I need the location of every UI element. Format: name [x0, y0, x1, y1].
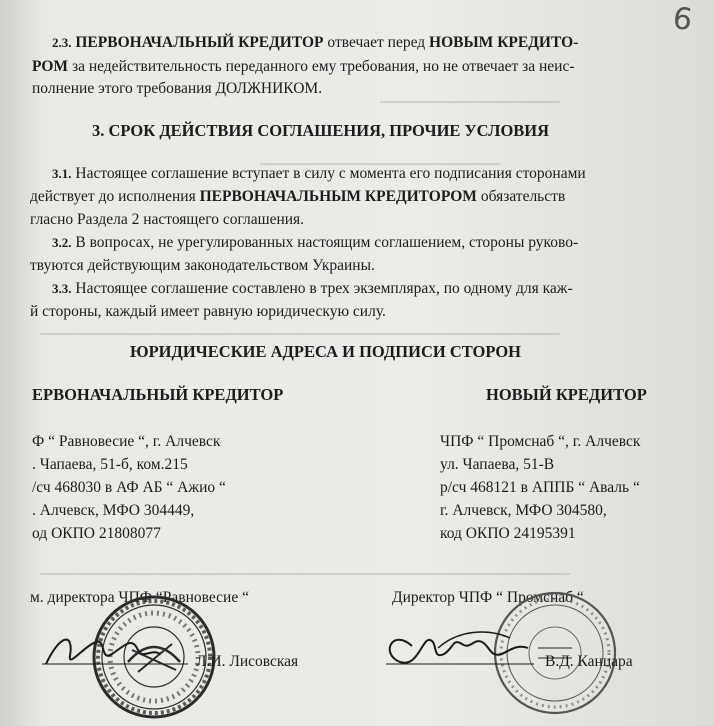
clause-number: 3.2. — [52, 235, 72, 250]
clause-text: за недействительность переданного ему требования, но не отвечает за неис- — [68, 58, 575, 75]
clause-3-1-line-2 — [30, 187, 565, 206]
original-creditor-name: Л.И. Лисовская — [196, 653, 299, 670]
clause-3-1-line-3: гласно Раздела 2 настоящего соглашения. — [30, 211, 305, 228]
original-creditor-heading: ЕРВОНАЧАЛЬНЫЙ КРЕДИТОР — [32, 385, 284, 404]
clause-text: Настоящее соглашение составлено в трех экземплярах, по одному для каж- — [71, 280, 573, 297]
bleed-through-text: ▁▁▁▁▁▁▁▁▁▁▁▁▁▁▁▁▁▁▁▁▁▁▁▁▁▁▁▁▁▁▁▁▁▁▁▁▁▁▁▁▁▁▁▁▁▁▁▁▁▁▁▁ — [40, 320, 560, 335]
clause-2-3-line-2 — [32, 57, 575, 76]
clause-3-1-line-1 — [52, 164, 586, 183]
party-name: НОВЫМ КРЕДИТО- — [429, 34, 579, 51]
address-line: код ОКПО 24195391 — [440, 525, 576, 542]
party-name: ПЕРВОНАЧАЛЬНЫМ КРЕДИТОРОМ — [199, 188, 477, 205]
bleed-through-text: ▁▁▁▁▁▁▁▁▁▁▁▁▁▁▁▁▁▁▁▁▁▁▁▁ — [260, 150, 500, 165]
address-line: . Алчевск, МФО 304449, — [32, 502, 195, 519]
bleed-through-text: ▁▁▁▁▁▁▁▁▁▁▁▁▁▁▁▁▁▁ — [380, 88, 560, 103]
address-line: р/сч 468121 в АППБ “ Аваль “ — [440, 479, 640, 496]
new-creditor-address — [440, 430, 640, 545]
address-line: /сч 468030 в АФ АБ “ Ажио “ — [32, 479, 226, 496]
address-line: г. Алчевск, МФО 304580, — [440, 502, 607, 519]
clause-number: 3.3. — [52, 281, 72, 296]
party-name: РОМ — [32, 58, 69, 75]
original-creditor-address — [32, 430, 226, 545]
address-line: ЧПФ “ Промснаб “, г. Алчевск — [440, 433, 641, 450]
address-line: ул. Чапаева, 51-В — [440, 456, 555, 473]
bleed-through-text: ▁▁▁▁▁▁▁▁▁▁▁▁▁▁▁▁▁▁▁▁▁▁▁▁▁▁▁▁▁▁▁▁▁▁▁▁▁▁▁▁▁▁▁▁▁▁▁▁▁▁▁▁▁ — [40, 560, 570, 575]
new-creditor-name: В.Д. Канцара — [545, 653, 633, 670]
new-creditor-heading: НОВЫЙ КРЕДИТОР — [486, 385, 647, 404]
clause-number: 3.1. — [52, 166, 72, 181]
addresses-heading: ЮРИДИЧЕСКИЕ АДРЕСА И ПОДПИСИ СТОРОН — [130, 342, 522, 361]
address-line: од ОКПО 21808077 — [32, 525, 161, 542]
clause-2-3-line-1 — [52, 33, 578, 52]
new-creditor-signatory: Директор ЧПФ “ Промснаб “ — [392, 589, 584, 606]
page-number: 6 — [670, 0, 695, 39]
clause-3-2-line-1 — [52, 233, 578, 252]
address-line: . Чапаева, 51-б, ком.215 — [32, 456, 188, 473]
original-creditor-signatory: м. директора ЧПФ “Равновесие “ — [30, 589, 249, 606]
clause-text: действует до исполнения — [30, 188, 200, 205]
new-creditor-signature — [378, 618, 538, 672]
clause-text: Настоящее соглашение вступает в силу с момента его подписания сторонами — [71, 165, 586, 182]
section-3-heading: 3. СРОК ДЕЙСТВИЯ СОГЛАШЕНИЯ, ПРОЧИЕ УСЛОВИЯ — [92, 121, 550, 140]
clause-3-3-line-1 — [52, 279, 573, 298]
party-name: ПЕРВОНАЧАЛЬНЫЙ КРЕДИТОР — [75, 34, 324, 51]
original-creditor-signature — [40, 628, 190, 674]
clause-3-3-line-2: й стороны, каждый имеет равную юридическую силу. — [30, 303, 386, 320]
clause-number: 2.3. — [52, 35, 72, 50]
clause-text: В вопросах, не урегулированных настоящим соглашением, стороны руково- — [71, 234, 579, 251]
clause-3-2-line-2: твуются действующим законодательством Украины. — [30, 257, 375, 274]
clause-text: обязательств — [476, 188, 566, 205]
clause-2-3-line-3: полнение этого требования ДОЛЖНИКОМ. — [32, 80, 323, 97]
address-line: Ф “ Равновесие “, г. Алчевск — [32, 433, 221, 450]
clause-text: отвечает перед — [323, 34, 430, 51]
